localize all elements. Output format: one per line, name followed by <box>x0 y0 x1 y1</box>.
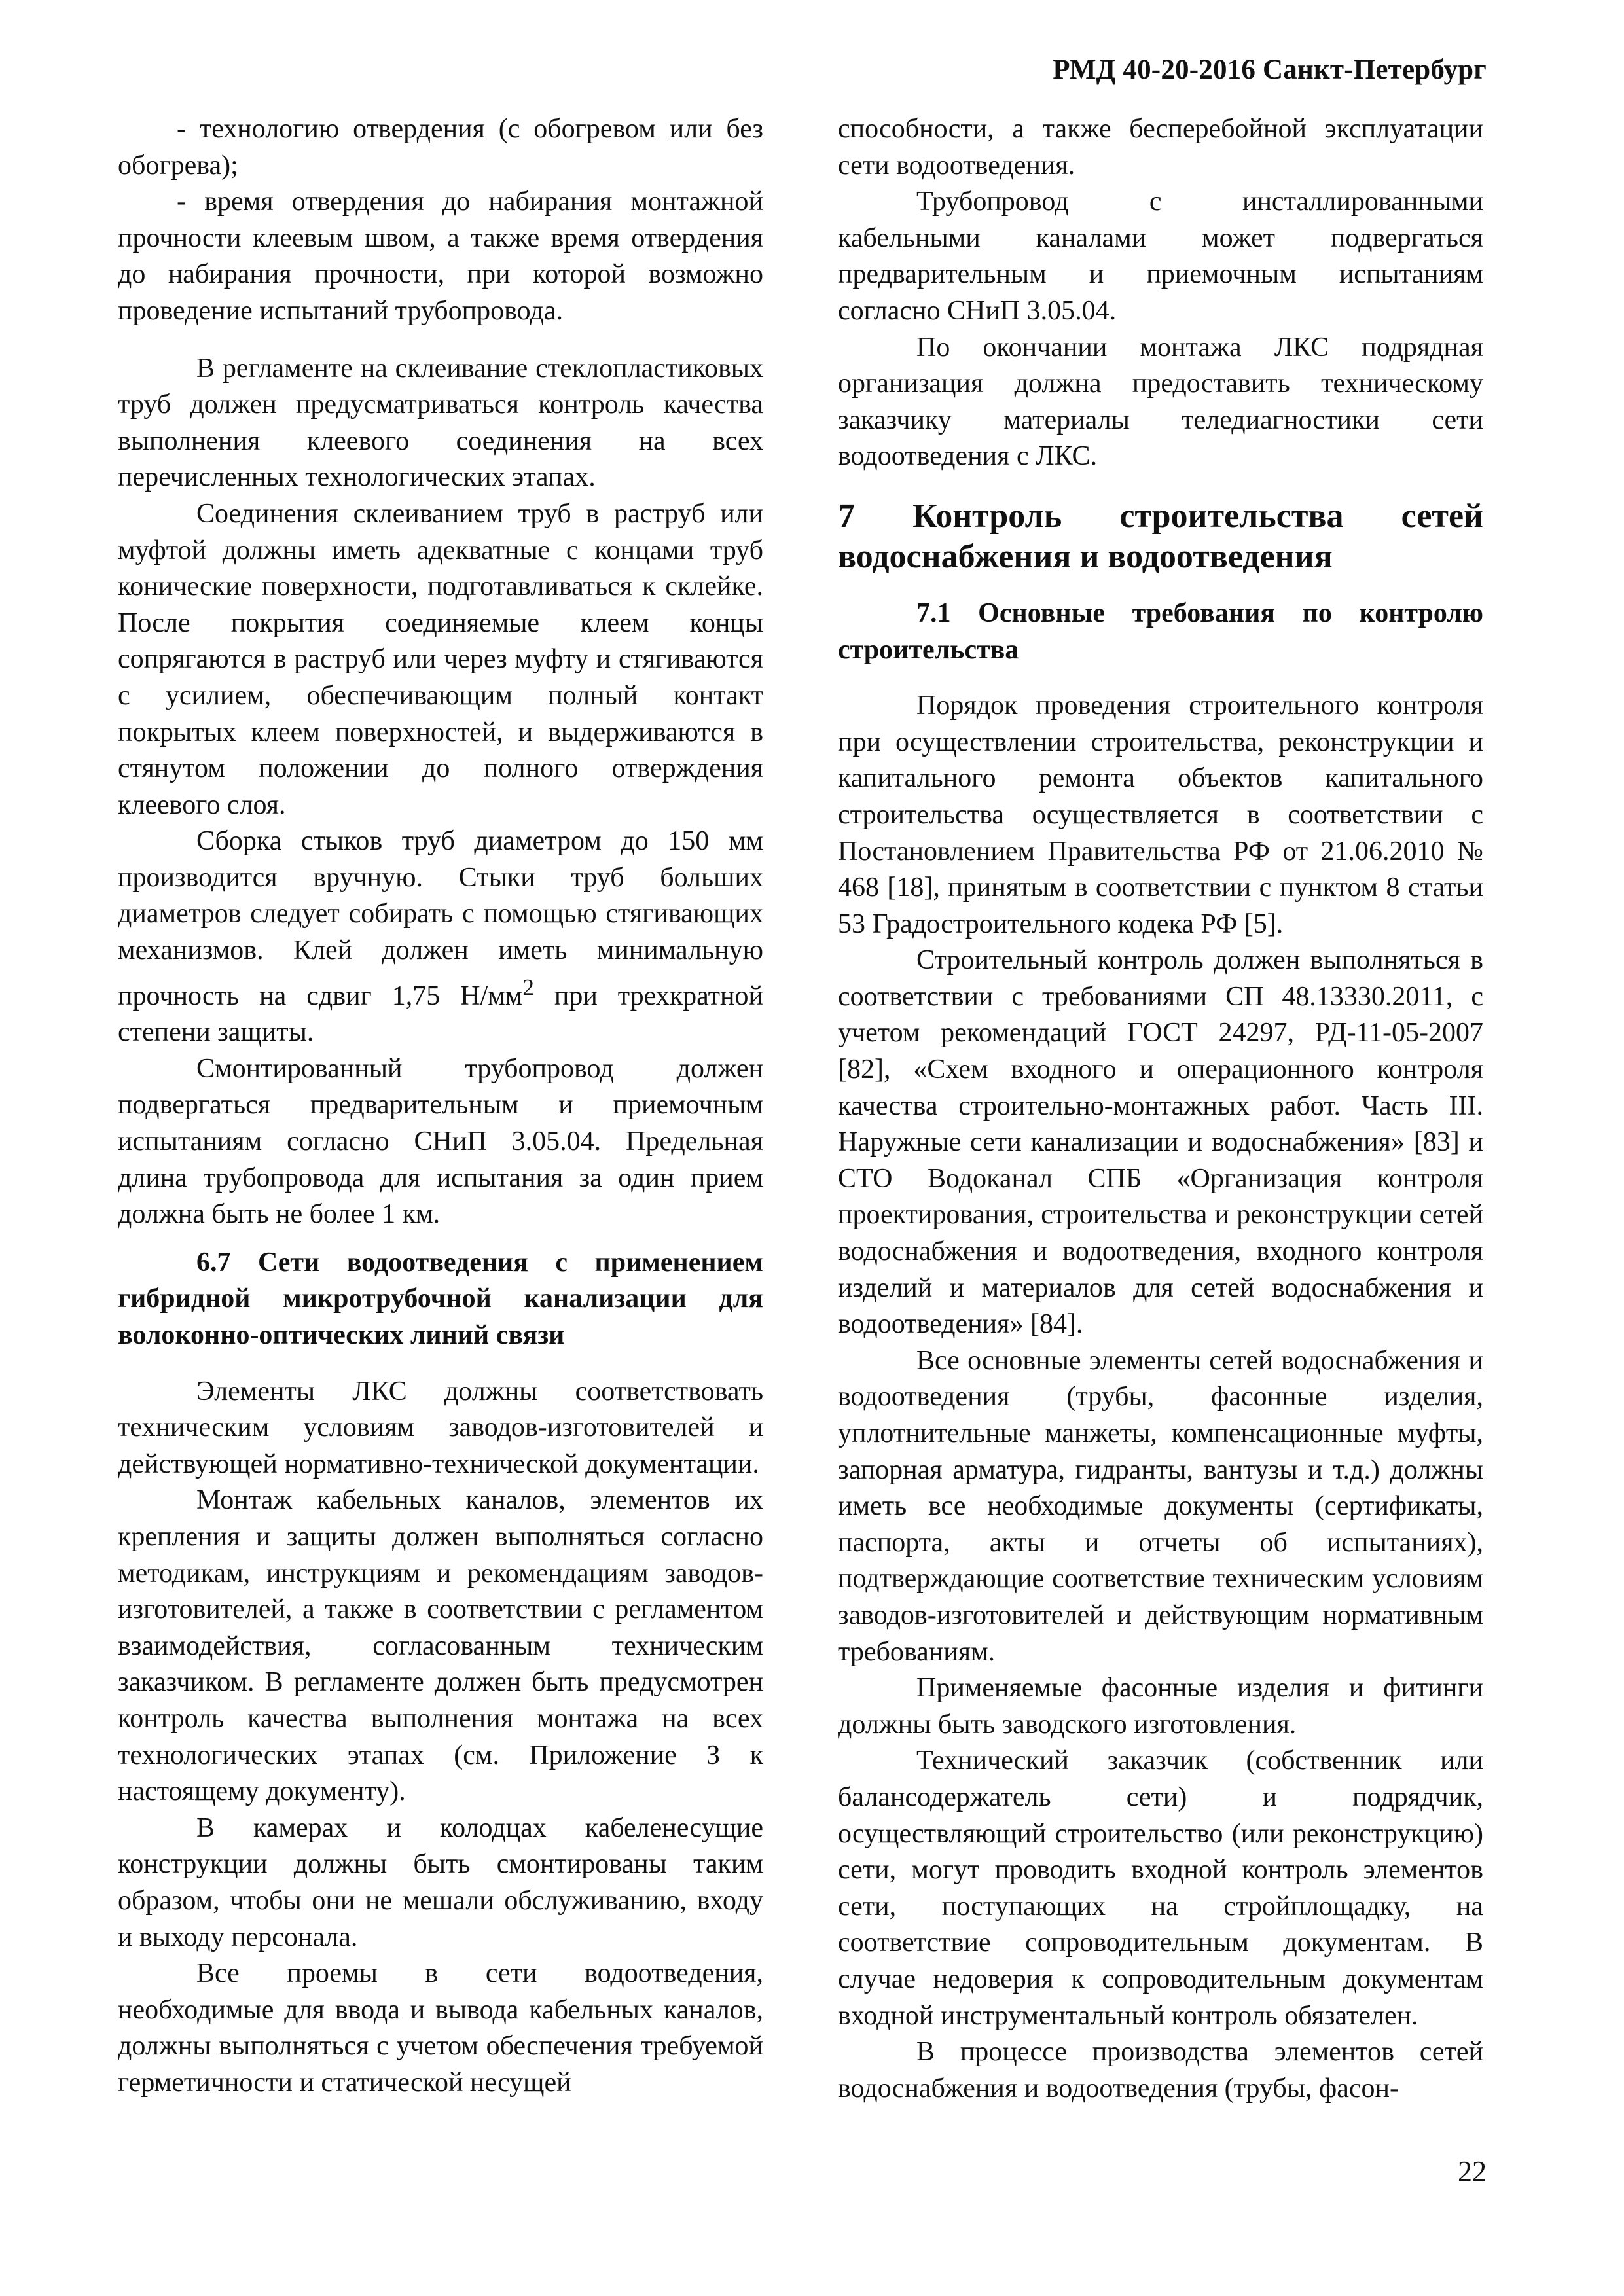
list-item: - время отвердения до набирания монтажной прочности клеевым швом, а также время отвердения до набирания прочности, при которой возможно проведение испытаний трубопровода. <box>118 187 763 326</box>
paragraph: По окончании монтажа ЛКС подрядная организация должна предоставить техническому заказчику материалы теледиагностики сети водоотведения с ЛКС. <box>838 332 1483 472</box>
superscript: 2 <box>522 974 534 1000</box>
subsection-heading: 6.7 Сети водоотведения с применением гибридной микротрубочной канализации для волоконно-оптических линий связи <box>118 1247 763 1350</box>
paragraph: Трубопровод с инсталлированными кабельными каналами может подвергаться предварительным и приемочным испытаниям согласно СНиП 3.05.04. <box>838 187 1483 326</box>
page-number: 22 <box>1458 2155 1487 2187</box>
paragraph: Технический заказчик (собственник или балансодержатель сети) и подрядчик, осуществляющий строительство (или реконструкцию) сети, могут проводить входной контроль элементов сети, поступающих на стройплощадку, на соответствие сопроводительным документам. В случае недоверия к сопроводительным документам входной инструментальный контроль обязателен. <box>838 1746 1483 2031</box>
subsection-heading: 7.1 Основные требования по контролю строительства <box>838 598 1483 665</box>
paragraph <box>118 823 763 1051</box>
paragraph: Все проемы в сети водоотведения, необходимые для ввода и вывода кабельных каналов, должны выполняться с учетом обеспечения требуемой герметичности и статической несущей <box>118 1958 763 2098</box>
paragraph: Все основные элементы сетей водоснабжения и водоотведения (трубы, фасонные изделия, уплотнительные манжеты, компенсационные муфты, запорная арматура, гидранты, вантузы и т.д.) должны иметь все необходимые документы (сертификаты, паспорта, акты и отчеты об испытаниях), подтверждающие соответствие техническим условиям заводов-изготовителей и действующим нормативным требованиям. <box>838 1345 1483 1667</box>
paragraph: Элементы ЛКС должны соответствовать техническим условиям заводов-изготовителей и действующей нормативно-технической документации. <box>118 1376 763 1479</box>
paragraph: В регламенте на склеивание стеклопластиковых труб должен предусматриваться контроль качества выполнения клеевого соединения на всех перечисленных технологических этапах. <box>118 353 763 493</box>
running-header: РМД 40-20-2016 Санкт-Петербург <box>1053 54 1487 85</box>
paragraph: Монтаж кабельных каналов, элементов их крепления и защиты должен выполняться согласно методикам, инструкциям и рекомендациям заводов-изготовителей, а также в соответствии с регламентом взаимодействия, согласованным техническим заказчиком. В регламенте должен быть предусмотрен контроль качества выполнения монтажа на всех технологических этапах (см. Приложение З к настоящему документу). <box>118 1485 763 1807</box>
paragraph: Порядок проведения строительного контроля при осуществлении строительства, реконструкции и капитального ремонта объектов капитального строительства осуществляется в соответствии с Постановлением Правительства РФ от 21.06.2010 № 468 [18], принятым в соответствии с пунктом 8 статьи 53 Градостроительного кодека РФ [5]. <box>838 691 1483 939</box>
paragraph-text: при трехкратной степени защиты. <box>118 980 763 1048</box>
paragraph: Строительный контроль должен выполняться в соответствии с требованиями СП 48.13330.2011, с учетом рекомендаций ГОСТ 24297, РД-11-05-2007 [82], «Схем входного и операционного контроля качества строительно-монтажных работ. Часть III. Наружные сети канализации и водоснабжения» [83] и СТО Водоканал СПБ «Организация контроля проектирования, строительства и реконструкции сетей водоснабжения и водоотведения, входного контроля изделий и материалов для сетей водоснабжения и водоотведения» [84]. <box>838 945 1483 1340</box>
paragraph: Смонтированный трубопровод должен подвергаться предварительным и приемочным испытаниям согласно СНиП 3.05.04. Предельная длина трубопровода для испытания за один прием должна быть не более 1 км. <box>118 1053 763 1230</box>
right-column <box>838 111 1483 2107</box>
paragraph: способности, а также бесперебойной эксплуатации сети водоотведения. <box>838 114 1483 181</box>
paragraph: В камерах и колодцах кабеленесущие конструкции должны быть смонтированы таким образом, чтобы они не мешали обслуживанию, входу и выходу персонала. <box>118 1812 763 1952</box>
left-column <box>118 111 763 2101</box>
paragraph: Соединения склеиванием труб в раструб или муфтой должны иметь адекватные с концами труб конические поверхности, подготавливаться к склейке. После покрытия соединяемые клеем концы сопрягаются в раструб или через муфту и стягиваются с усилием, обеспечивающим полный контакт покрытых клеем поверхностей, и выдерживаются в стянутом положении до полного отверждения клеевого слоя. <box>118 498 763 820</box>
section-heading: 7 Контроль строительства сетей водоснабжения и водоотведения <box>838 497 1483 575</box>
paragraph: В процессе производства элементов сетей водоснабжения и водоотведения (трубы, фасон- <box>838 2037 1483 2104</box>
paragraph: Применяемые фасонные изделия и фитинги должны быть заводского изготовления. <box>838 1673 1483 1740</box>
list-item: - технологию отвердения (с обогревом или без обогрева); <box>118 114 763 181</box>
paragraph-text: Сборка стыков труб диаметром до 150 мм производится вручную. Стыки труб больших диаметров следует собирать с помощью стягивающих механизмов. Клей должен иметь минимальную прочность на сдвиг 1,75 Н/мм <box>118 826 763 1011</box>
